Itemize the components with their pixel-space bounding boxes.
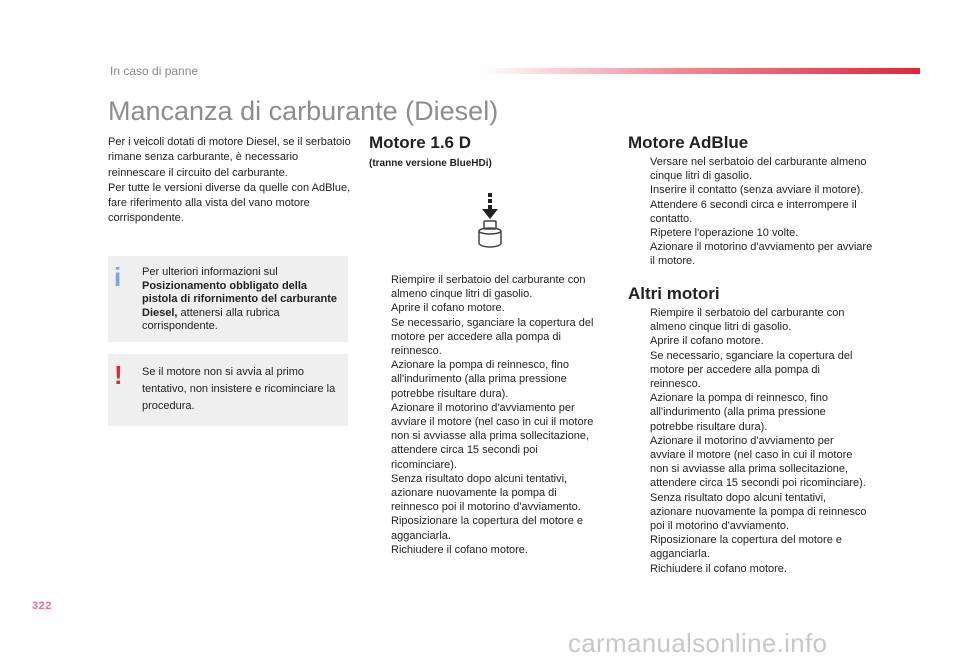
step-text: Azionare il motorino d'avviamento per avviare il motore. bbox=[650, 241, 873, 268]
info-icon: i bbox=[114, 262, 122, 292]
step-text: Azionare il motorino d'avviamento per avviare il motore (nel caso in cui il motore non si avviasse alla prima sollecitazione, attendere circa 15 secondi poi ricominciare). bbox=[391, 401, 594, 471]
info-note bbox=[108, 256, 348, 342]
info-note-bold: Posizionamento obbligato della pistola di rifornimento del carburante Diesel, bbox=[142, 279, 337, 319]
step-text: Richiudere il cofano motore. bbox=[391, 543, 528, 556]
step-item bbox=[628, 434, 868, 491]
step-text: Riposizionare la copertura del motore e agganciarla. bbox=[391, 515, 583, 542]
step-text: Inserire il contatto (senza avviare il motore). bbox=[650, 184, 864, 197]
step-text: Senza risultato dopo alcuni tentativi, azionare nuovamente la pompa di reinnesco poi il motorino d'avviamento. bbox=[650, 491, 867, 533]
motore-16d-subtitle: (tranne versione BlueHDi) bbox=[369, 158, 492, 169]
section-label: In caso di panne bbox=[110, 64, 199, 78]
step-text: Azionare il motorino d'avviamento per avviare il motore (nel caso in cui il motore non si avviasse alla prima sollecitazione, attendere circa 15 secondi poi ricominciare). bbox=[650, 434, 866, 490]
step-item bbox=[369, 301, 604, 315]
page-number: 322 bbox=[32, 600, 52, 612]
step-text: Se necessario, sganciare la copertura del motore per accedere alla pompa di reinnesco. bbox=[650, 349, 853, 391]
altri-motori-title: Altri motori bbox=[628, 284, 720, 303]
step-item bbox=[628, 306, 868, 334]
motore-adblue-steps bbox=[628, 155, 873, 269]
step-item bbox=[628, 349, 868, 392]
step-item bbox=[628, 183, 873, 197]
altri-motori-steps bbox=[628, 306, 868, 576]
step-item bbox=[369, 472, 604, 515]
step-text: Se necessario, sganciare la copertura del motore per accedere alla pompa di reinnesco. bbox=[391, 316, 594, 358]
step-item bbox=[369, 316, 604, 359]
warning-note-text: Se il motore non si avvia al primo tentativo, non insistere e ricominciare la procedura. bbox=[142, 366, 336, 412]
step-item bbox=[369, 543, 604, 557]
step-text: Azionare la pompa di reinnesco, fino all'indurimento (alla prima pressione potrebbe risultare dura). bbox=[650, 392, 828, 433]
step-text: Senza risultato dopo alcuni tentativi, azionare nuovamente la pompa di reinnesco poi il motorino d'avviamento. bbox=[391, 472, 581, 514]
intro-paragraph-2: Per tutte le versioni diverse da quelle con AdBlue, fare riferimento alla vista del vano motore corrispondente. bbox=[108, 181, 351, 225]
step-item bbox=[369, 358, 604, 401]
step-item bbox=[369, 514, 604, 542]
step-item bbox=[628, 391, 868, 434]
warning-icon: ! bbox=[114, 360, 123, 390]
step-item bbox=[628, 533, 868, 561]
info-note-text-after: attenersi alla rubrica corrispondente. bbox=[142, 306, 280, 332]
step-item bbox=[369, 401, 604, 472]
step-text: Ripetere l'operazione 10 volte. bbox=[650, 227, 799, 240]
step-text: Aprire il cofano motore. bbox=[650, 335, 764, 348]
motore-16d-steps bbox=[369, 273, 604, 557]
step-text: Richiudere il cofano motore. bbox=[650, 562, 787, 575]
step-text: Riempire il serbatoio del carburante con almeno cinque litri di gasolio. bbox=[391, 274, 586, 301]
watermark: carmanualsonline.info bbox=[568, 628, 828, 658]
header-accent-bar bbox=[480, 68, 920, 74]
step-item bbox=[628, 562, 868, 576]
step-text: Azionare la pompa di reinnesco, fino all'indurimento (alla prima pressione potrebbe risultare dura). bbox=[391, 359, 569, 400]
step-item bbox=[628, 491, 868, 534]
warning-note bbox=[108, 354, 348, 426]
info-note-text-before: Per ulteriori informazioni sul bbox=[142, 266, 278, 278]
step-item bbox=[628, 198, 873, 226]
step-text: Aprire il cofano motore. bbox=[391, 302, 505, 315]
step-item bbox=[628, 226, 873, 240]
info-note-text bbox=[142, 266, 342, 334]
step-text: Versare nel serbatoio del carburante almeno cinque litri di gasolio. bbox=[650, 156, 867, 183]
step-text: Riposizionare la copertura del motore e agganciarla. bbox=[650, 534, 842, 561]
step-item bbox=[628, 334, 868, 348]
motore-16d-title: Motore 1.6 D bbox=[369, 133, 472, 152]
motore-adblue-title: Motore AdBlue bbox=[628, 133, 749, 152]
intro-paragraph-1: Per i veicoli dotati di motore Diesel, se il serbatoio rimane senza carburante, è necessario reinnescare il circuito del carburante. bbox=[108, 136, 351, 179]
page-title: Mancanza di carburante (Diesel) bbox=[108, 96, 499, 126]
step-item bbox=[628, 240, 873, 268]
priming-pump-icon bbox=[470, 193, 510, 253]
step-text: Attendere 6 secondi circa e interrompere il contatto. bbox=[650, 198, 857, 225]
step-text: Riempire il serbatoio del carburante con almeno cinque litri di gasolio. bbox=[650, 307, 845, 334]
step-item bbox=[628, 155, 873, 183]
step-item bbox=[369, 273, 604, 301]
intro-text bbox=[108, 135, 358, 227]
